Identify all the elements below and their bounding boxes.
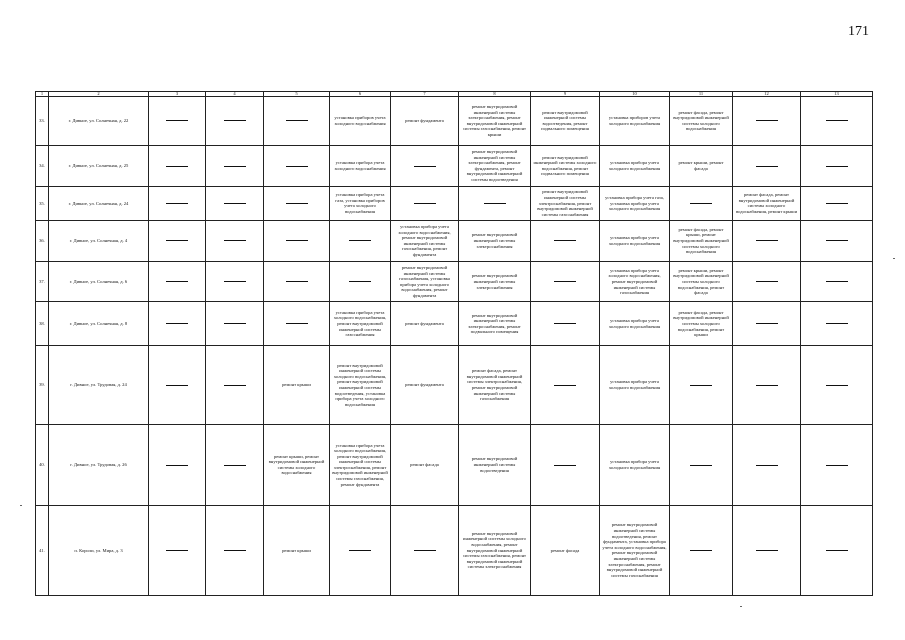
work-cell: ремонт крыши, ремонт внутридомовой инженерной системы холодного водоснабжения	[264, 424, 330, 505]
work-cell: установка прибора учета газа, установка приборов учета холодного водоснабжения	[330, 187, 391, 220]
empty-cell	[149, 345, 206, 424]
row-number: 40.	[36, 424, 49, 505]
dash-mark	[286, 281, 308, 282]
dash-mark	[756, 550, 778, 551]
empty-cell	[733, 302, 801, 346]
dash-mark	[166, 166, 188, 167]
dash-mark	[756, 465, 778, 466]
column-header: 3	[149, 92, 206, 97]
dash-mark	[690, 465, 712, 466]
work-cell: ремонт фасада, ремонт внутридомовой инженерной системы электроснабжения, ремонт внутридомовой инженерной системы газоснабжения	[459, 345, 531, 424]
work-cell: ремонт фундамента	[391, 302, 459, 346]
dash-mark	[554, 465, 576, 466]
work-cell: ремонт внутридомовой инженерной системы холодного водоснабжения, ремонт внутридомовой инженерной системы водоотведения, установка прибора учета холодного водоснабжения	[330, 345, 391, 424]
empty-cell	[670, 345, 733, 424]
column-header: 1	[36, 92, 49, 97]
table-row	[36, 302, 873, 346]
work-cell: ремонт внутридомовой инженерной системы газоснабжения, установка прибора учета холодного водоснабжения, ремонт фундамента	[391, 261, 459, 301]
table-row	[36, 220, 873, 261]
empty-cell	[733, 424, 801, 505]
work-cell: установка прибора учета холодного водоснабжения	[600, 220, 670, 261]
table-row	[36, 505, 873, 595]
work-cell: ремонт фундамента	[391, 345, 459, 424]
address-cell: г. Дивное, ул. Трудовая, д. 24	[49, 345, 149, 424]
dash-mark	[166, 120, 188, 121]
work-cell: установка прибора учета холодного водоснабжения, ремонт внутридомовой инженерной системы газоснабжения	[600, 261, 670, 301]
empty-cell	[206, 302, 264, 346]
dash-mark	[414, 550, 436, 551]
row-number: 35.	[36, 187, 49, 220]
empty-cell	[670, 424, 733, 505]
dash-mark	[414, 166, 436, 167]
empty-cell	[391, 145, 459, 186]
empty-cell	[459, 187, 531, 220]
empty-cell	[264, 97, 330, 146]
work-cell: ремонт внутридомовой инженерной системы водоотведения	[459, 424, 531, 505]
work-cell: установка прибора учета холодного водоснабжения, ремонт внутридомовой инженерной системы газоснабжения	[330, 302, 391, 346]
table-row	[36, 424, 873, 505]
column-header: 4	[206, 92, 264, 97]
dash-mark	[826, 166, 848, 167]
empty-cell	[149, 261, 206, 301]
dash-mark	[349, 240, 371, 241]
work-cell: ремонт внутридомовой инженерной системы электроснабжения, ремонт внутридомовой инженерной системы газоснабжения	[531, 187, 600, 220]
work-cell: ремонт фасада	[531, 505, 600, 595]
empty-cell	[330, 505, 391, 595]
address-cell: г. Дивное, ул. Солнечная, д. 6	[49, 261, 149, 301]
empty-cell	[733, 97, 801, 146]
empty-cell	[801, 505, 873, 595]
dash-mark	[224, 120, 246, 121]
empty-cell	[670, 505, 733, 595]
scan-speck	[893, 258, 895, 259]
empty-cell	[801, 424, 873, 505]
empty-cell	[391, 505, 459, 595]
column-header: 11	[670, 92, 733, 97]
empty-cell	[264, 302, 330, 346]
dash-mark	[554, 240, 576, 241]
column-header: 2	[49, 92, 149, 97]
work-cell: ремонт внутридомовой инженерной системы электроснабжения	[459, 261, 531, 301]
dash-mark	[166, 550, 188, 551]
dash-mark	[826, 281, 848, 282]
dash-mark	[756, 166, 778, 167]
work-cell: установка прибора учета холодного водоснабжения, ремонт внутридомовой инженерной системы газоснабжения, ремонт фундамента	[391, 220, 459, 261]
dash-mark	[224, 240, 246, 241]
work-cell: ремонт внутридомовой инженерной системы электроснабжения	[459, 220, 531, 261]
dash-mark	[224, 550, 246, 551]
work-cell: ремонт фасада, ремонт внутридомовой инженерной системы холодного водоснабжения	[670, 97, 733, 146]
dash-mark	[484, 203, 506, 204]
column-header: 13	[801, 92, 873, 97]
empty-cell	[733, 505, 801, 595]
dash-mark	[826, 385, 848, 386]
column-header: 6	[330, 92, 391, 97]
dash-mark	[286, 323, 308, 324]
dash-mark	[826, 240, 848, 241]
empty-cell	[801, 145, 873, 186]
column-header: 10	[600, 92, 670, 97]
empty-cell	[206, 187, 264, 220]
address-cell: г. Дивное, ул. Солнечная, д. 22	[49, 97, 149, 146]
address-cell: г. Дивное, ул. Солнечная, д. 25	[49, 145, 149, 186]
scan-speck	[740, 606, 742, 607]
dash-mark	[756, 385, 778, 386]
dash-mark	[554, 323, 576, 324]
work-cell: установка прибора учета газа, установка прибора учета холодного водоснабжения	[600, 187, 670, 220]
dash-mark	[414, 203, 436, 204]
empty-cell	[149, 220, 206, 261]
work-cell: ремонт внутридомовой инженерной системы электроснабжения, ремонт фундамента, ремонт внутридомовой инженерной системы водоотведения	[459, 145, 531, 186]
empty-cell	[801, 97, 873, 146]
work-cell: ремонт крыши	[264, 505, 330, 595]
empty-cell	[149, 424, 206, 505]
dash-mark	[224, 385, 246, 386]
dash-mark	[349, 550, 371, 551]
work-cell: ремонт фасада, ремонт внутридомовой инженерной системы холодного водоснабжения, ремонт крыши	[670, 302, 733, 346]
work-cell: установка прибора учета холодного водоснабжения	[600, 345, 670, 424]
empty-cell	[733, 345, 801, 424]
empty-cell	[206, 220, 264, 261]
column-header: 8	[459, 92, 531, 97]
row-number: 41.	[36, 505, 49, 595]
address-cell: г. Дивное, ул. Солнечная, д. 24	[49, 187, 149, 220]
empty-cell	[149, 302, 206, 346]
work-cell: ремонт внутридомовой инженерной системы водоотведения, ремонт подвального помещения	[531, 97, 600, 146]
table-row	[36, 97, 873, 146]
empty-cell	[206, 261, 264, 301]
column-header: 7	[391, 92, 459, 97]
work-cell: ремонт фундамента	[391, 97, 459, 146]
work-cell: установка прибора учета холодного водоснабжения	[600, 424, 670, 505]
dash-mark	[166, 385, 188, 386]
table-row	[36, 261, 873, 301]
row-number: 34.	[36, 145, 49, 186]
empty-cell	[206, 145, 264, 186]
dash-mark	[554, 281, 576, 282]
work-cell: ремонт внутридомовой инженерной системы холодного водоснабжения, ремонт внутридомовой инженерной системы газоснабжения, ремонт внутридомовой инженерной системы электроснабжения	[459, 505, 531, 595]
work-cell: установка прибора учета холодного водоснабжения, ремонт внутридомовой инженерной системы электроснабжения, ремонт внутридомовой инженерной системы газоснабжения, ремонт фундамента	[330, 424, 391, 505]
work-cell: установка приборов учета холодного водоснабжения	[600, 97, 670, 146]
empty-cell	[733, 145, 801, 186]
dash-mark	[166, 465, 188, 466]
empty-cell	[206, 424, 264, 505]
dash-mark	[286, 166, 308, 167]
empty-cell	[801, 302, 873, 346]
address-cell: г. Дивное, ул. Солнечная, д. 4	[49, 220, 149, 261]
empty-cell	[670, 187, 733, 220]
empty-cell	[149, 505, 206, 595]
column-header: 12	[733, 92, 801, 97]
empty-cell	[149, 97, 206, 146]
scan-speck	[20, 505, 22, 506]
page-number: 171	[848, 24, 869, 39]
empty-cell	[206, 345, 264, 424]
dash-mark	[756, 240, 778, 241]
row-number: 33.	[36, 97, 49, 146]
work-cell: ремонт внутридомовой инженерной системы электроснабжения, ремонт подвального помещения	[459, 302, 531, 346]
dash-mark	[690, 203, 712, 204]
empty-cell	[264, 187, 330, 220]
empty-cell	[531, 424, 600, 505]
address-cell: п. Короли, ул. Мира, д. 3	[49, 505, 149, 595]
address-cell: г. Дивное, ул. Солнечная, д. 8	[49, 302, 149, 346]
table-row	[36, 345, 873, 424]
empty-cell	[330, 220, 391, 261]
dash-mark	[166, 203, 188, 204]
dash-mark	[826, 120, 848, 121]
empty-cell	[391, 187, 459, 220]
work-cell: ремонт фасада, ремонт крыши, ремонт внутридомовой инженерной системы холодного водоснабжения	[670, 220, 733, 261]
empty-cell	[149, 187, 206, 220]
dash-mark	[224, 203, 246, 204]
empty-cell	[801, 261, 873, 301]
work-cell: ремонт внутридомовой инженерной системы электроснабжения, ремонт внутридомовой инженерной системы газоснабжения, ремонт крыши	[459, 97, 531, 146]
work-cell: ремонт фасада, ремонт внутридомовой инженерной системы холодного водоснабжения, ремонт крыши	[733, 187, 801, 220]
row-number: 38.	[36, 302, 49, 346]
dash-mark	[690, 385, 712, 386]
row-number: 37.	[36, 261, 49, 301]
empty-cell	[801, 345, 873, 424]
dash-mark	[224, 323, 246, 324]
empty-cell	[531, 345, 600, 424]
empty-cell	[733, 220, 801, 261]
dash-mark	[756, 281, 778, 282]
work-cell: установка прибора учета холодного водоснабжения	[600, 302, 670, 346]
dash-mark	[756, 120, 778, 121]
works-table	[35, 91, 873, 596]
dash-mark	[690, 550, 712, 551]
empty-cell	[531, 302, 600, 346]
empty-cell	[330, 261, 391, 301]
dash-mark	[286, 240, 308, 241]
dash-mark	[756, 323, 778, 324]
dash-mark	[166, 281, 188, 282]
dash-mark	[554, 385, 576, 386]
work-cell: установка приборов учета холодного водоснабжения	[330, 97, 391, 146]
empty-cell	[264, 145, 330, 186]
column-header: 9	[531, 92, 600, 97]
dash-mark	[349, 281, 371, 282]
empty-cell	[206, 505, 264, 595]
empty-cell	[149, 145, 206, 186]
empty-cell	[264, 220, 330, 261]
dash-mark	[286, 203, 308, 204]
dash-mark	[826, 550, 848, 551]
address-cell: г. Дивное, ул. Трудовая, д. 26	[49, 424, 149, 505]
work-cell: ремонт внутридомовой инженерной системы холодного водоснабжения, ремонт подвального помещения	[531, 145, 600, 186]
dash-mark	[224, 281, 246, 282]
work-cell: ремонт крыши, ремонт фасада	[670, 145, 733, 186]
empty-cell	[801, 187, 873, 220]
table-row	[36, 187, 873, 220]
empty-cell	[206, 97, 264, 146]
row-number: 36.	[36, 220, 49, 261]
dash-mark	[224, 465, 246, 466]
work-cell: ремонт крыши, ремонт внутридомовой инженерной системы холодного водоснабжения, ремонт фасада	[670, 261, 733, 301]
dash-mark	[224, 166, 246, 167]
empty-cell	[801, 220, 873, 261]
dash-mark	[826, 203, 848, 204]
empty-cell	[531, 261, 600, 301]
dash-mark	[826, 323, 848, 324]
column-header: 5	[264, 92, 330, 97]
empty-cell	[264, 261, 330, 301]
dash-mark	[166, 323, 188, 324]
empty-cell	[733, 261, 801, 301]
work-cell: ремонт крыши	[264, 345, 330, 424]
work-cell: установка прибора учета холодного водоснабжения	[600, 145, 670, 186]
dash-mark	[286, 120, 308, 121]
empty-cell	[531, 220, 600, 261]
row-number: 39.	[36, 345, 49, 424]
table-row	[36, 145, 873, 186]
work-cell: ремонт внутридомовой инженерной системы водоотведения, ремонт фундамента, установка прибора учета холодного водоснабжения, ремонт внутридомовой инженерной системы электроснабжения, ремонт внутридомовой инженерной системы газоснабжения	[600, 505, 670, 595]
dash-mark	[826, 465, 848, 466]
dash-mark	[166, 240, 188, 241]
work-cell: установка прибора учета холодного водоснабжения	[330, 145, 391, 186]
work-cell: ремонт фасада	[391, 424, 459, 505]
